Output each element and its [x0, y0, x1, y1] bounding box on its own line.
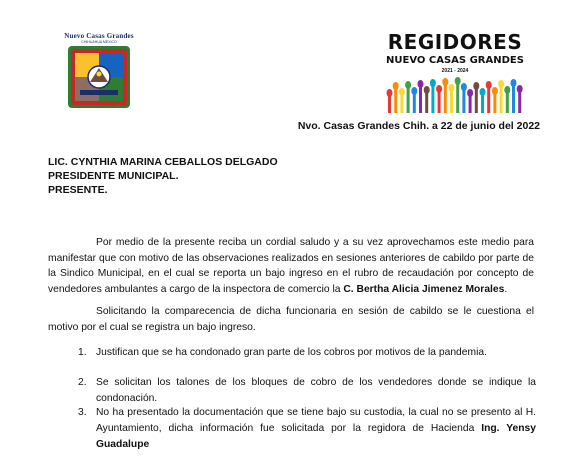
hand-arm [493, 93, 496, 113]
list-item [78, 405, 536, 453]
recipient-position: PRESIDENTE MUNICIPAL. [48, 170, 179, 182]
hand-arm [506, 92, 509, 113]
list-number: 3. [78, 407, 87, 418]
list-number: 1. [78, 347, 87, 358]
hand-palm [399, 88, 405, 96]
recipient-presente: PRESENTE. [48, 184, 108, 196]
hand-palm [411, 87, 417, 95]
list-text: Justifican que se ha condonado gran parte de los cobros por motivos de la pandemia. [96, 347, 487, 358]
paragraph-1-text: Por medio de la presente reciba un cordial saludo y a su vez aprovechamos este medio para manifestar que con motivo de las observaciones realizados en sesiones anteriores de cabildo por parte de la Sindico Municipal, en el cual se reporta un bajo ingreso en el rubro de recaudación por concepto de vendedores ambulantes a cargo de la inspectora de comercio la [48, 237, 534, 295]
hand-palm [480, 88, 486, 96]
hand-arm [518, 91, 521, 113]
hand-palm [467, 89, 473, 97]
hand-palm [405, 81, 411, 89]
raised-hands-icon [384, 75, 526, 113]
paragraph-2 [48, 304, 534, 335]
date-line: Nvo. Casas Grandes Chih. a 22 de junio del 2022 [297, 120, 540, 132]
list-item [78, 345, 536, 361]
logo-years: 2021 - 2024 [441, 68, 469, 74]
regidora-name: Ing. Yensy Guadalupe [96, 423, 536, 450]
hand-palm [517, 85, 523, 93]
hand-palm [430, 79, 436, 87]
hand-palm [424, 86, 430, 94]
hand-arm [407, 87, 410, 113]
paragraph-1-end: . [504, 283, 508, 295]
paragraph-2-text: Solicitando la comparecencia de dicha funcionaria en sesión de cabildo se le cuestiona el motivo por el cual se registra un bajo ingreso. [48, 306, 534, 333]
seal-subtitle: CHIHUAHUA MEXICO [81, 40, 117, 44]
hand-arm [462, 89, 465, 113]
hand-palm [455, 77, 461, 85]
hand-arm [431, 85, 434, 113]
hand-arm [487, 87, 490, 113]
recipient-block [48, 155, 278, 197]
list-number: 2. [78, 377, 87, 388]
hand-palm [486, 81, 492, 89]
hand-arm [469, 95, 472, 113]
inspector-name: C. Bertha Alicia Jimenez Morales [343, 283, 505, 295]
hand-palm [498, 80, 504, 88]
hand-palm [511, 79, 517, 87]
municipal-seal [62, 30, 136, 110]
hand-arm [481, 94, 484, 113]
hand-arm [450, 90, 453, 113]
hand-palm [442, 78, 448, 86]
hand-arm [419, 86, 422, 113]
hand-arm [400, 94, 403, 113]
hand-palm [393, 82, 399, 90]
list-text: No ha presentado la documentación que se tiene bajo su custodia, la cual no se presento al H. Ayuntamiento, dicha información fue solicitada por la regidora de Hacienda [96, 407, 536, 434]
hand-arm [394, 88, 397, 113]
hand-palm [492, 87, 498, 95]
hand-palm [436, 85, 442, 93]
hand-arm [425, 92, 428, 113]
hand-arm [444, 84, 447, 113]
hand-arm [512, 85, 515, 113]
hand-arm [500, 86, 503, 113]
hand-palm [449, 84, 455, 92]
seal-title: Nuevo Casas Grandes [64, 32, 134, 40]
hand-arm [413, 93, 416, 113]
hand-palm [473, 82, 479, 90]
paragraph-1 [48, 235, 534, 297]
logo-title: REGIDORES [387, 30, 523, 54]
list-item [78, 375, 536, 407]
hand-arm [475, 88, 478, 113]
hand-palm [504, 86, 510, 94]
hand-arm [438, 91, 441, 113]
hand-arm [456, 83, 459, 113]
list-text: Se solicitan los talones de los bloques de cobro de los vendedores donde se indique la condonación. [96, 377, 536, 404]
hand-palm [461, 83, 467, 91]
hand-arm [388, 95, 391, 113]
recipient-name: LIC. CYNTHIA MARINA CEBALLOS DELGADO [48, 156, 278, 168]
logo-subtitle: NUEVO CASAS GRANDES [386, 55, 524, 66]
hand-palm [387, 89, 393, 97]
hand-palm [418, 80, 424, 88]
